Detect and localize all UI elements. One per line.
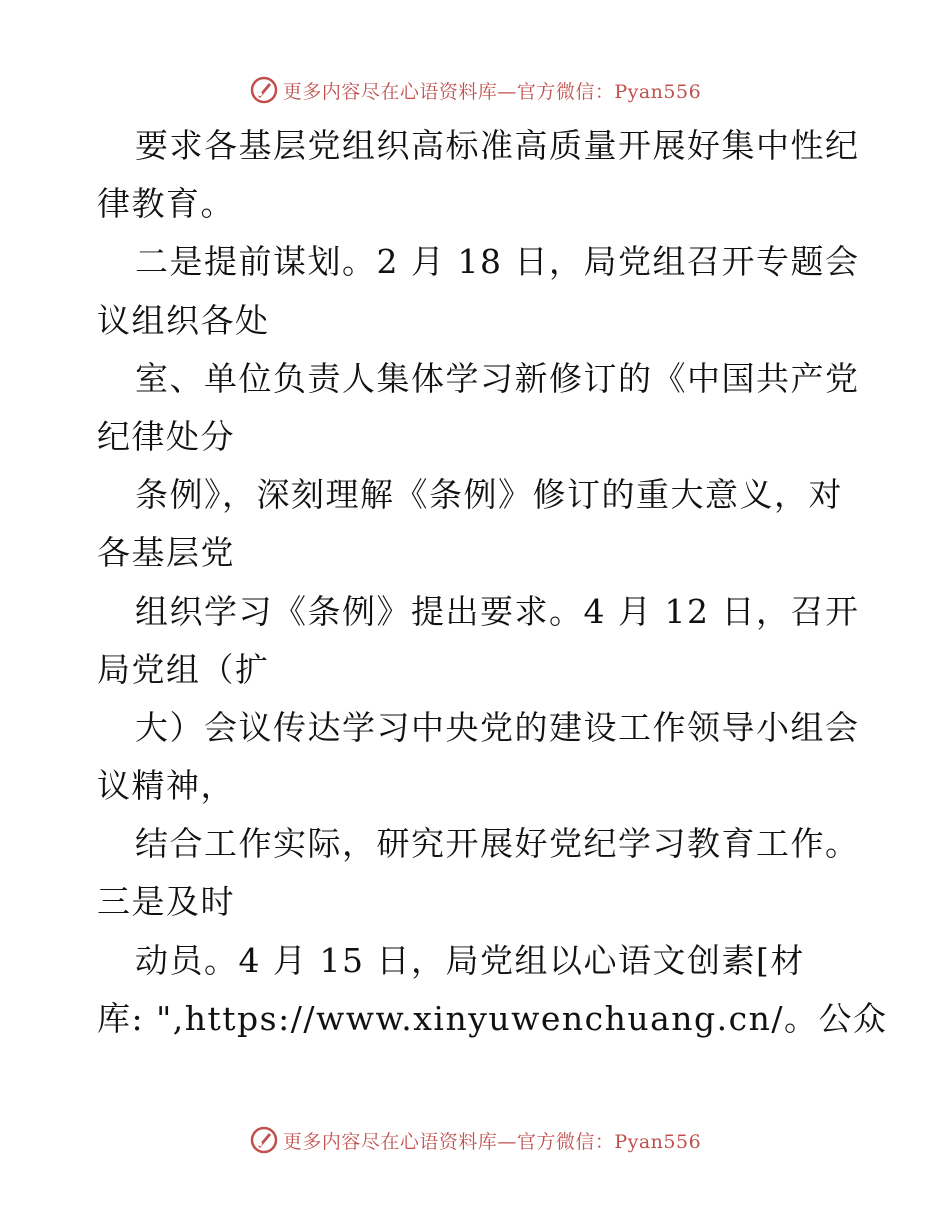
text-line: 局党组（扩 (97, 649, 270, 689)
text-line: 议组织各处 (97, 300, 270, 340)
text-line: 二是提前谋划。2 月 18 日，局党组召开专题会 (135, 242, 860, 282)
footer-watermark (0, 1120, 950, 1160)
watermark-text: 更多内容尽在心语资料库—官方微信：Pyan556 (282, 1130, 702, 1153)
text-line: 室、单位负责人集体学习新修订的《中国共产党 (135, 358, 860, 398)
header-watermark (0, 70, 950, 110)
text-line: 律教育。 (97, 184, 235, 224)
text-line: 条例》，深刻理解《条例》修订的重大意义，对 (135, 475, 843, 515)
text-line: 大）会议传达学习中央党的建设工作领导小组会 (135, 707, 860, 747)
text-line: 各基层党 (97, 533, 235, 573)
quill-seal-icon (249, 75, 279, 105)
text-line: 纪律处分 (97, 416, 235, 456)
text-line: 动员。4 月 15 日，局党组以心语文创素[材 (135, 940, 805, 980)
text-line: 库: ",https://www.xinyuwenchuang.cn/。公众 (97, 998, 888, 1038)
text-line: 要求各基层党组织高标准高质量开展好集中性纪 (135, 126, 860, 165)
text-line: 组织学习《条例》提出要求。4 月 12 日，召开 (135, 591, 860, 631)
quill-seal-icon (249, 1125, 279, 1155)
text-line: 结合工作实际，研究开展好党纪学习教育工作。 (135, 824, 860, 864)
document-body (97, 117, 888, 1048)
watermark-text: 更多内容尽在心语资料库—官方微信：Pyan556 (282, 80, 702, 103)
text-line: 三是及时 (97, 882, 235, 922)
text-line: 议精神， (97, 766, 235, 806)
